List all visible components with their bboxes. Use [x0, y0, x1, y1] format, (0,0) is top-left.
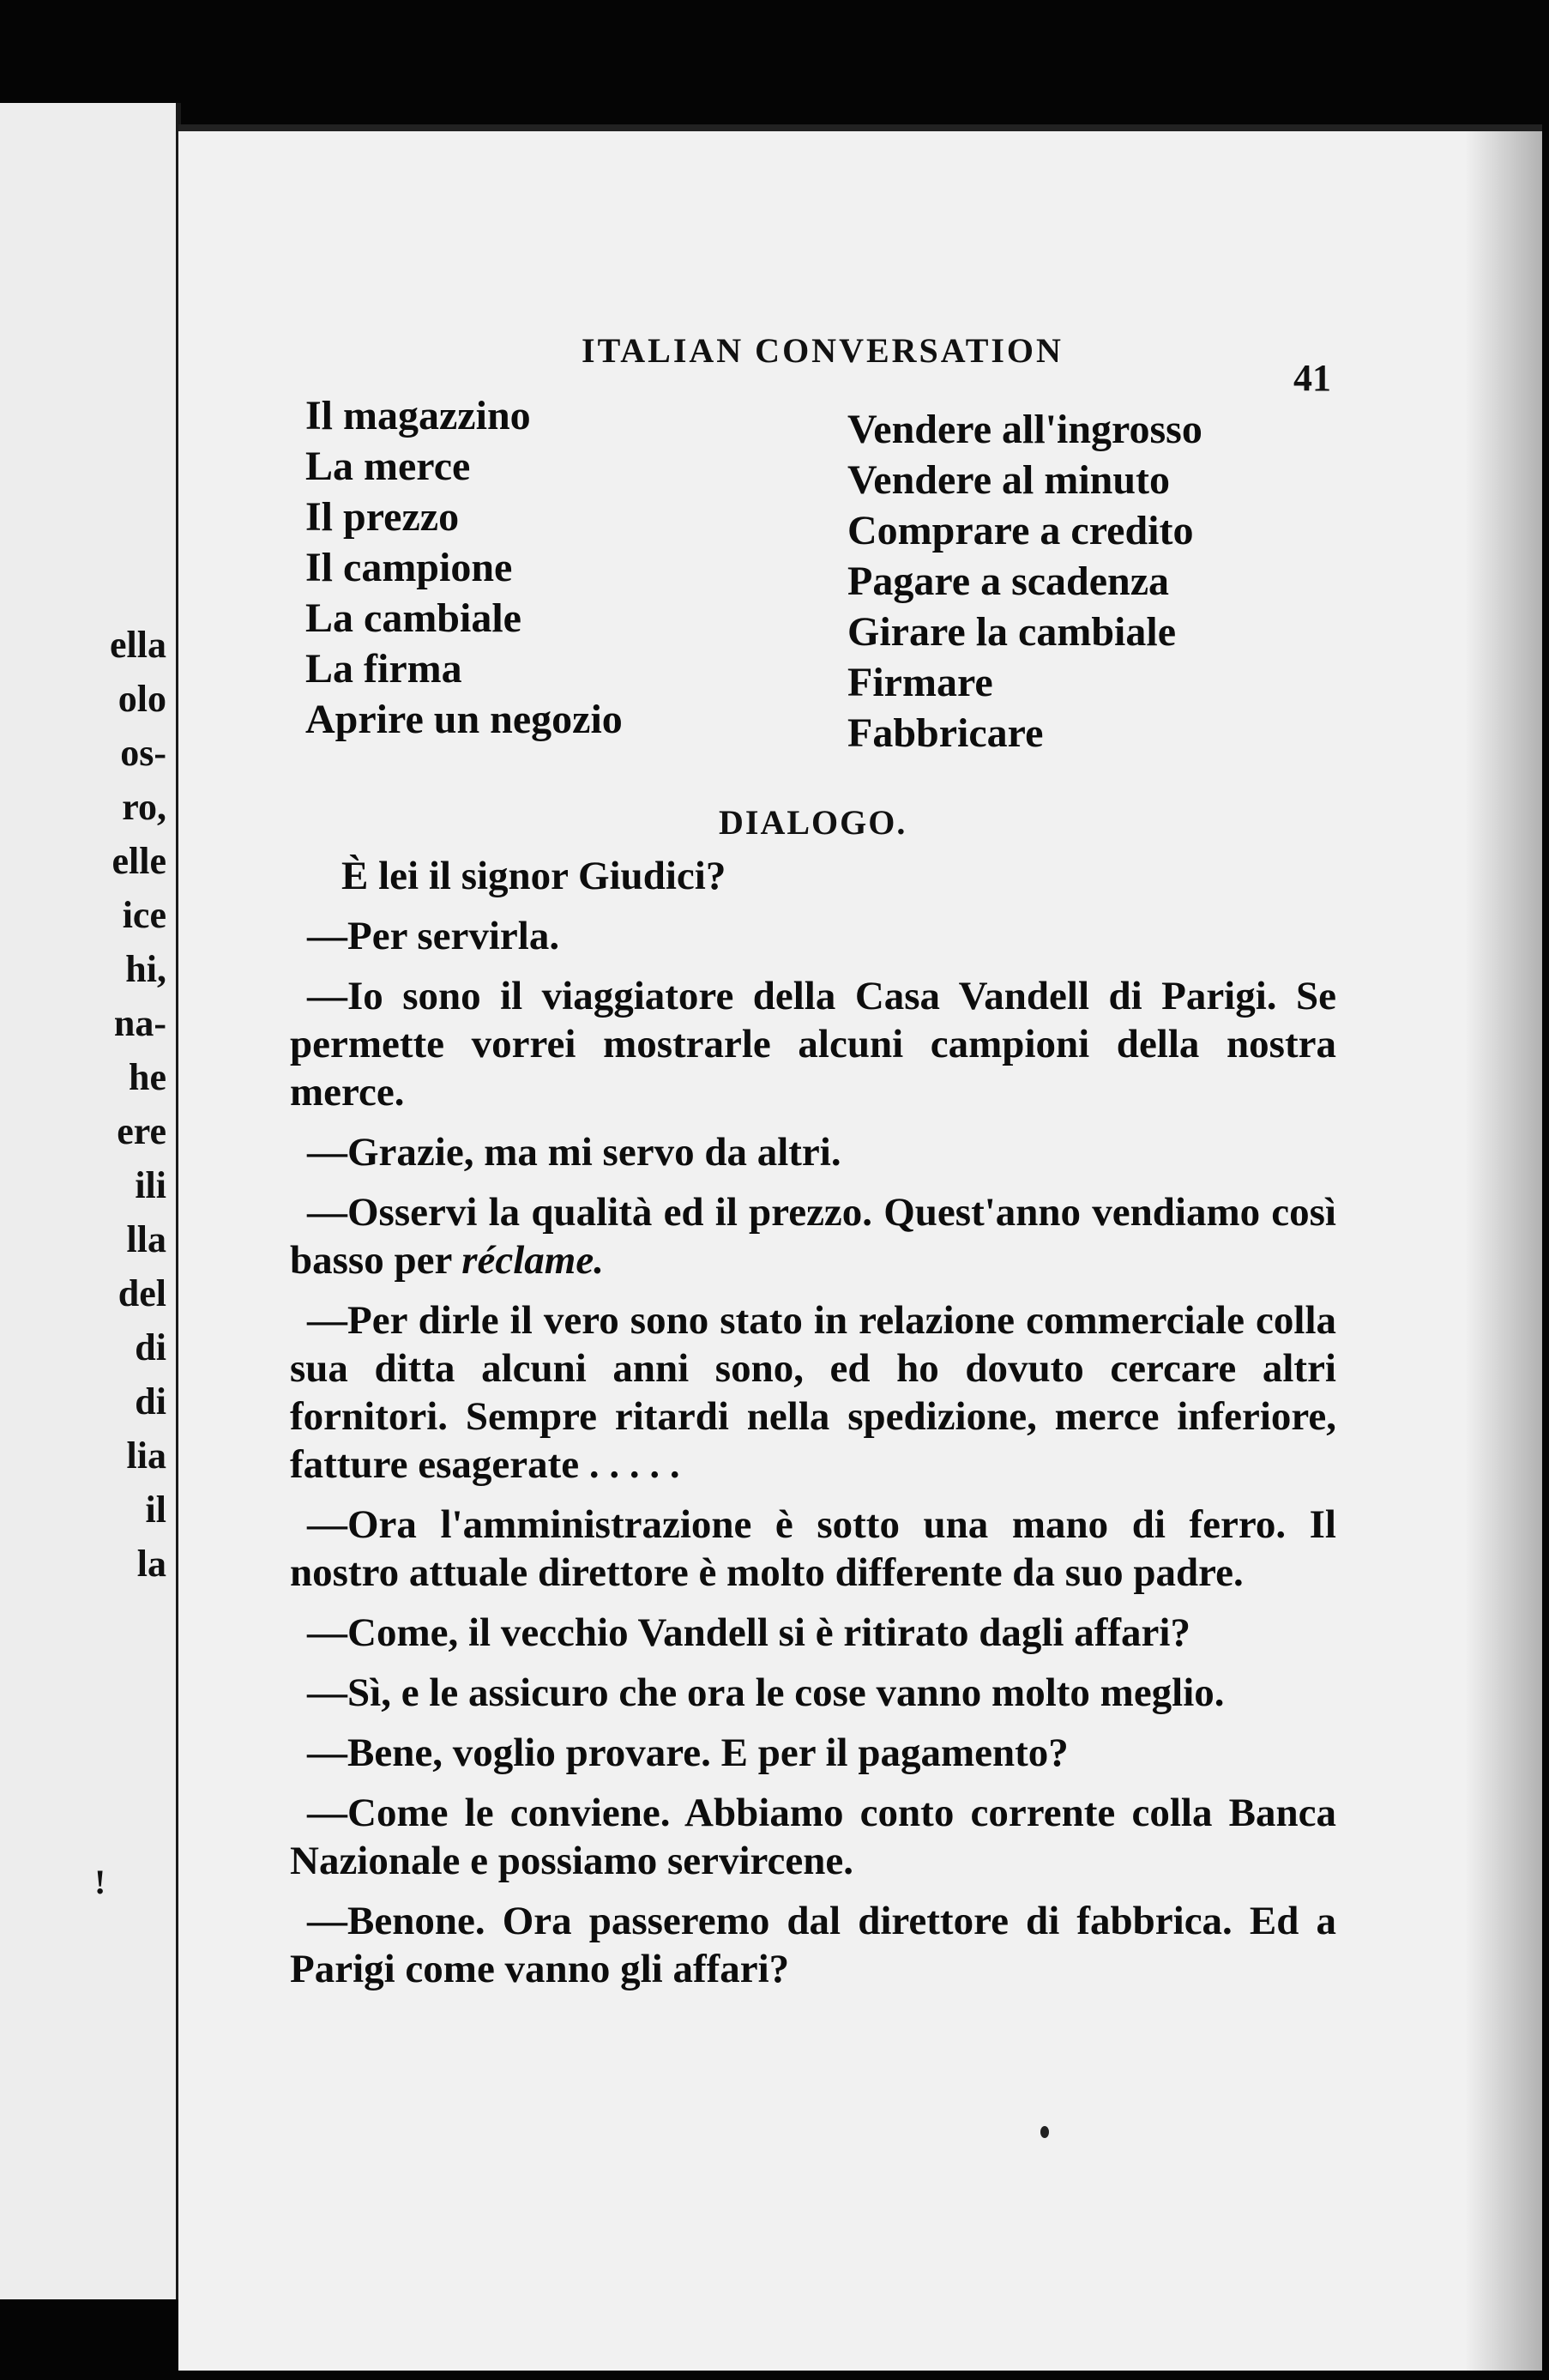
- previous-page-edge: [0, 103, 181, 2299]
- previous-page-text-fragments: [0, 618, 172, 1591]
- ink-speck: [1040, 2126, 1049, 2138]
- fragment: il: [145, 1489, 166, 1531]
- book-page: [178, 124, 1542, 2371]
- dialogue-line: —Come, il vecchio Vandell si è ritirato dagli affari?: [307, 1610, 1190, 1655]
- vocab-item: Il magazzino: [305, 393, 531, 438]
- dialogue-line: —Benone. Ora passeremo dal direttore di fabbrica. Ed a Parigi come vanno gli affari?: [290, 1899, 1336, 1991]
- dialogue-line: —Per dirle il vero sono stato in relazione commerciale colla sua ditta alcuni anni sono, ed ho dovuto cercare altri fornitori. Sempre ritardi nella spedizione, merce inferiore, fatture esagerate . . . . .: [290, 1298, 1336, 1487]
- dialogue-line-text: —Osservi la qualità ed il prezzo. Quest'anno vendiamo così basso per: [290, 1190, 1336, 1283]
- page-shadow: [1465, 131, 1542, 2371]
- fragment: ili: [135, 1164, 166, 1206]
- margin-mark: !: [94, 1863, 106, 1901]
- dialogue-heading: DIALOGO.: [719, 803, 907, 842]
- fragment: lla: [126, 1218, 166, 1260]
- fragment: lia: [126, 1435, 166, 1477]
- italic-word: réclame.: [461, 1238, 604, 1283]
- fragment: la: [136, 1543, 166, 1585]
- running-head: ITALIAN CONVERSATION: [582, 331, 1064, 370]
- fragment: os-: [120, 732, 166, 774]
- vocab-item: Il prezzo: [305, 494, 460, 540]
- fragment: na-: [113, 1002, 166, 1044]
- vocab-item: Vendere all'ingrosso: [847, 407, 1202, 452]
- vocab-item: Comprare a credito: [847, 508, 1194, 553]
- vocab-item: La merce: [305, 444, 471, 489]
- fragment: ella: [110, 624, 166, 666]
- page-number: 41: [1293, 357, 1331, 399]
- vocab-item: La firma: [305, 646, 462, 692]
- dialogue-line: —Grazie, ma mi servo da altri.: [307, 1130, 841, 1175]
- fragment: ere: [117, 1110, 166, 1152]
- fragment: he: [129, 1056, 166, 1098]
- dialogue-line: —Per servirla.: [307, 914, 560, 958]
- dialogue-line: —Io sono il viaggiatore della Casa Vandell di Parigi. Se permette vorrei mostrarle alcuni campioni della nostra merce.: [290, 974, 1336, 1114]
- dialogue-line: —Bene, voglio provare. E per il pagamento?: [307, 1731, 1069, 1775]
- vocab-item: Il campione: [305, 545, 513, 590]
- dialogue-line: —Sì, e le assicuro che ora le cose vanno molto meglio.: [307, 1670, 1225, 1715]
- dialogue-line: [290, 1188, 1336, 1284]
- fragment: olo: [118, 678, 166, 720]
- vocab-item: Aprire un negozio: [305, 697, 623, 742]
- dialogue-line: —Come le conviene. Abbiamo conto corrente colla Banca Nazionale e possiamo servircene.: [290, 1791, 1336, 1883]
- fragment: di: [135, 1380, 166, 1423]
- fragment: hi,: [125, 948, 166, 990]
- dialogue-line: —Ora l'amministrazione è sotto una mano di ferro. Il nostro attuale direttore è molto differente da suo padre.: [290, 1502, 1336, 1595]
- vocab-item: Fabbricare: [847, 710, 1044, 756]
- fragment: del: [118, 1272, 166, 1314]
- fragment: di: [135, 1326, 166, 1368]
- dialogue-line: È lei il signor Giudici?: [341, 854, 726, 898]
- vocab-item: Firmare: [847, 660, 993, 705]
- vocab-item: Pagare a scadenza: [847, 559, 1170, 604]
- vocab-item: Vendere al minuto: [847, 457, 1171, 503]
- fragment: ice: [122, 894, 166, 936]
- fragment: elle: [112, 840, 166, 882]
- vocab-item: La cambiale: [305, 595, 521, 641]
- vocab-item: Girare la cambiale: [847, 609, 1177, 655]
- dialogue-body: [290, 852, 1336, 2005]
- fragment: ro,: [122, 786, 166, 828]
- vocabulary-right-column: [847, 404, 1202, 758]
- vocabulary-left-column: [305, 390, 623, 745]
